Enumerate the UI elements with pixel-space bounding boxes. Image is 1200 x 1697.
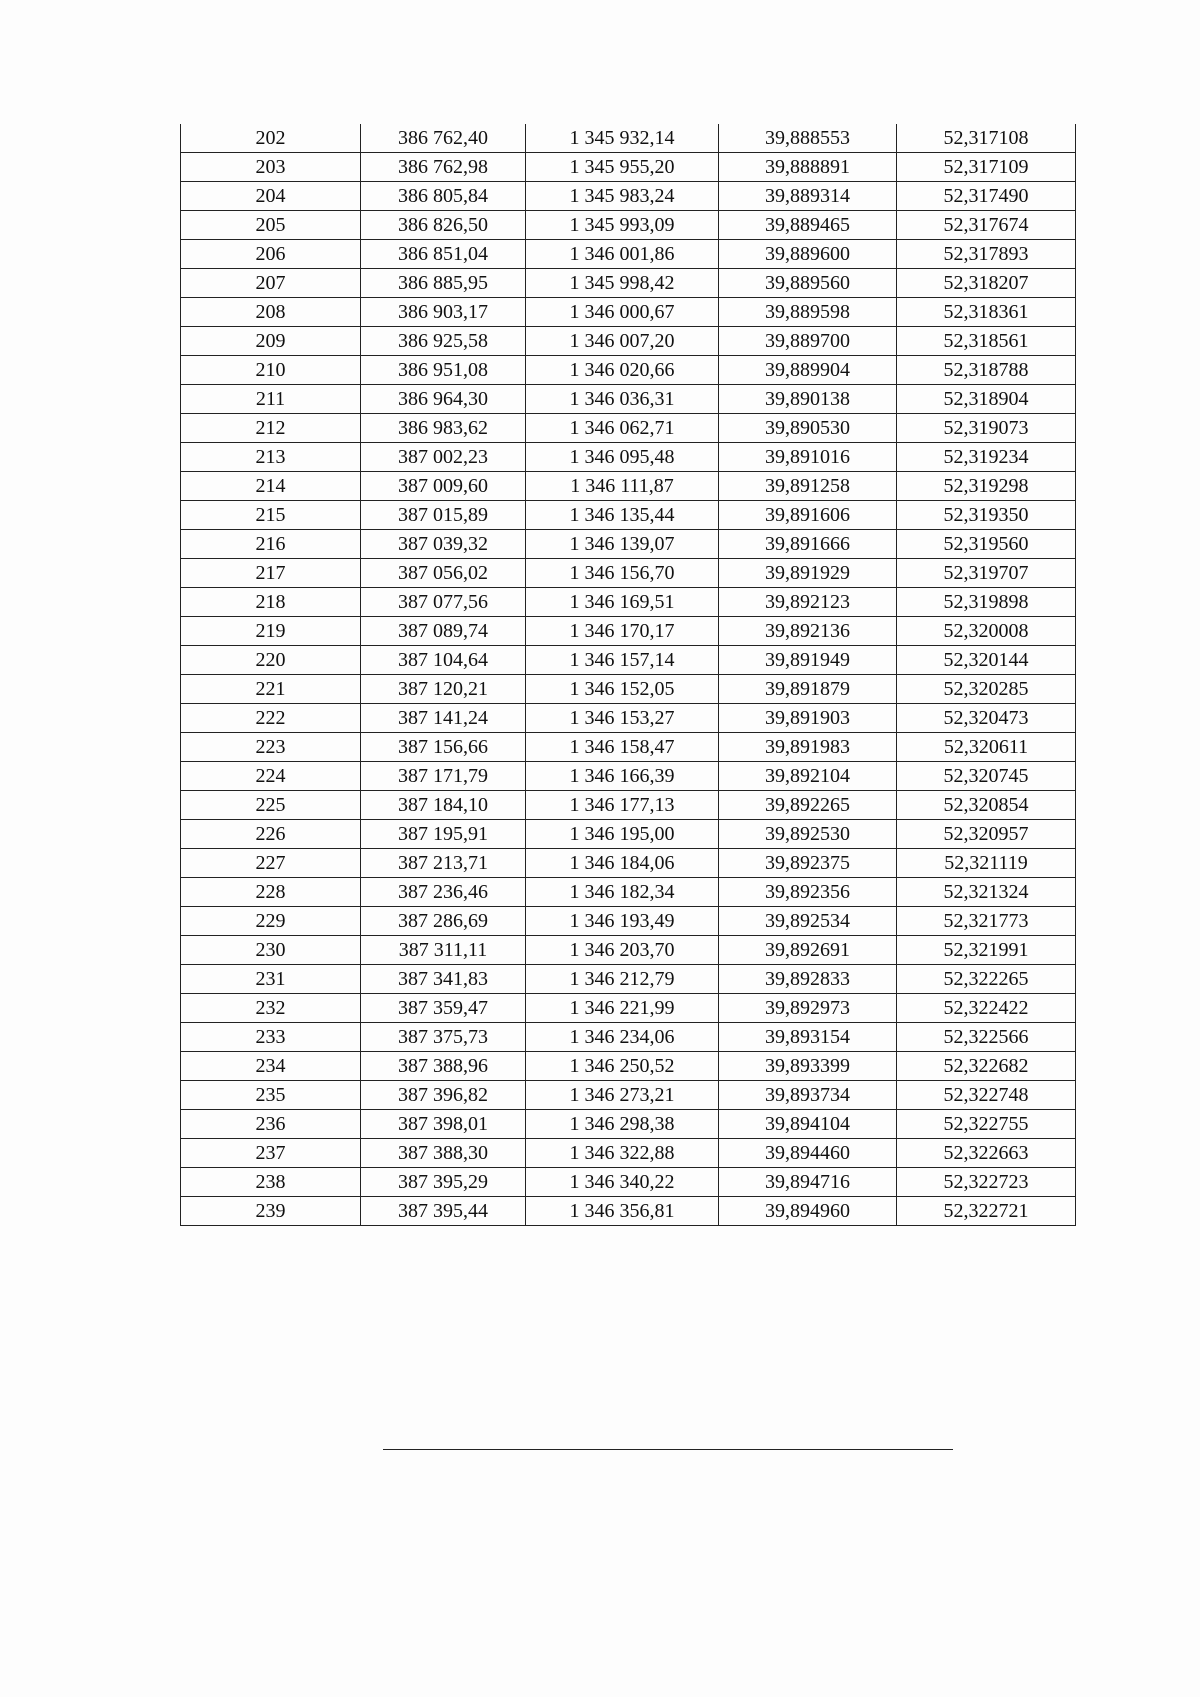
table-row <box>181 704 1076 733</box>
x-coordinate-cell: 386 805,84 <box>361 182 526 211</box>
y-coordinate-cell: 1 346 203,70 <box>526 936 719 965</box>
longitude-cell: 39,891016 <box>719 443 897 472</box>
latitude-cell: 52,317108 <box>897 124 1076 153</box>
latitude-cell: 52,320854 <box>897 791 1076 820</box>
latitude-cell: 52,321991 <box>897 936 1076 965</box>
longitude-cell: 39,892123 <box>719 588 897 617</box>
point-number-cell: 208 <box>181 298 361 327</box>
table-row <box>181 820 1076 849</box>
point-number-cell: 213 <box>181 443 361 472</box>
longitude-cell: 39,892375 <box>719 849 897 878</box>
longitude-cell: 39,892534 <box>719 907 897 936</box>
coordinates-table <box>180 124 1076 1226</box>
latitude-cell: 52,317109 <box>897 153 1076 182</box>
x-coordinate-cell: 386 826,50 <box>361 211 526 240</box>
table-row <box>181 936 1076 965</box>
latitude-cell: 52,322265 <box>897 965 1076 994</box>
latitude-cell: 52,320611 <box>897 733 1076 762</box>
point-number-cell: 205 <box>181 211 361 240</box>
table-row <box>181 182 1076 211</box>
x-coordinate-cell: 387 286,69 <box>361 907 526 936</box>
y-coordinate-cell: 1 346 234,06 <box>526 1023 719 1052</box>
point-number-cell: 223 <box>181 733 361 762</box>
table-row <box>181 1139 1076 1168</box>
y-coordinate-cell: 1 345 983,24 <box>526 182 719 211</box>
y-coordinate-cell: 1 346 153,27 <box>526 704 719 733</box>
table-row <box>181 646 1076 675</box>
coordinates-table-body <box>181 124 1076 1226</box>
y-coordinate-cell: 1 346 340,22 <box>526 1168 719 1197</box>
longitude-cell: 39,891666 <box>719 530 897 559</box>
x-coordinate-cell: 386 983,62 <box>361 414 526 443</box>
longitude-cell: 39,889904 <box>719 356 897 385</box>
longitude-cell: 39,892530 <box>719 820 897 849</box>
latitude-cell: 52,317893 <box>897 240 1076 269</box>
latitude-cell: 52,322682 <box>897 1052 1076 1081</box>
table-row <box>181 414 1076 443</box>
table-row <box>181 1110 1076 1139</box>
table-row <box>181 530 1076 559</box>
latitude-cell: 52,318904 <box>897 385 1076 414</box>
x-coordinate-cell: 386 925,58 <box>361 327 526 356</box>
latitude-cell: 52,318207 <box>897 269 1076 298</box>
table-row <box>181 1168 1076 1197</box>
longitude-cell: 39,891258 <box>719 472 897 501</box>
longitude-cell: 39,892691 <box>719 936 897 965</box>
y-coordinate-cell: 1 346 177,13 <box>526 791 719 820</box>
longitude-cell: 39,891949 <box>719 646 897 675</box>
point-number-cell: 230 <box>181 936 361 965</box>
y-coordinate-cell: 1 345 932,14 <box>526 124 719 153</box>
x-coordinate-cell: 387 077,56 <box>361 588 526 617</box>
y-coordinate-cell: 1 346 166,39 <box>526 762 719 791</box>
x-coordinate-cell: 387 056,02 <box>361 559 526 588</box>
table-row <box>181 269 1076 298</box>
x-coordinate-cell: 387 311,11 <box>361 936 526 965</box>
table-row <box>181 559 1076 588</box>
table-row <box>181 907 1076 936</box>
x-coordinate-cell: 387 236,46 <box>361 878 526 907</box>
longitude-cell: 39,891929 <box>719 559 897 588</box>
point-number-cell: 226 <box>181 820 361 849</box>
x-coordinate-cell: 387 395,44 <box>361 1197 526 1226</box>
x-coordinate-cell: 387 120,21 <box>361 675 526 704</box>
latitude-cell: 52,321119 <box>897 849 1076 878</box>
latitude-cell: 52,322566 <box>897 1023 1076 1052</box>
x-coordinate-cell: 387 341,83 <box>361 965 526 994</box>
table-row <box>181 733 1076 762</box>
table-row <box>181 153 1076 182</box>
latitude-cell: 52,320008 <box>897 617 1076 646</box>
x-coordinate-cell: 386 851,04 <box>361 240 526 269</box>
latitude-cell: 52,317674 <box>897 211 1076 240</box>
y-coordinate-cell: 1 346 193,49 <box>526 907 719 936</box>
y-coordinate-cell: 1 346 095,48 <box>526 443 719 472</box>
latitude-cell: 52,319898 <box>897 588 1076 617</box>
point-number-cell: 239 <box>181 1197 361 1226</box>
point-number-cell: 215 <box>181 501 361 530</box>
point-number-cell: 214 <box>181 472 361 501</box>
x-coordinate-cell: 387 171,79 <box>361 762 526 791</box>
y-coordinate-cell: 1 346 273,21 <box>526 1081 719 1110</box>
table-row <box>181 617 1076 646</box>
longitude-cell: 39,891983 <box>719 733 897 762</box>
point-number-cell: 207 <box>181 269 361 298</box>
point-number-cell: 229 <box>181 907 361 936</box>
x-coordinate-cell: 386 903,17 <box>361 298 526 327</box>
y-coordinate-cell: 1 346 298,38 <box>526 1110 719 1139</box>
longitude-cell: 39,889314 <box>719 182 897 211</box>
y-coordinate-cell: 1 346 322,88 <box>526 1139 719 1168</box>
y-coordinate-cell: 1 346 062,71 <box>526 414 719 443</box>
longitude-cell: 39,889560 <box>719 269 897 298</box>
table-row <box>181 211 1076 240</box>
footer-divider-line <box>383 1449 953 1450</box>
latitude-cell: 52,318361 <box>897 298 1076 327</box>
longitude-cell: 39,889600 <box>719 240 897 269</box>
x-coordinate-cell: 387 388,96 <box>361 1052 526 1081</box>
point-number-cell: 221 <box>181 675 361 704</box>
longitude-cell: 39,889598 <box>719 298 897 327</box>
point-number-cell: 225 <box>181 791 361 820</box>
table-row <box>181 675 1076 704</box>
latitude-cell: 52,317490 <box>897 182 1076 211</box>
y-coordinate-cell: 1 346 250,52 <box>526 1052 719 1081</box>
longitude-cell: 39,892265 <box>719 791 897 820</box>
x-coordinate-cell: 387 015,89 <box>361 501 526 530</box>
longitude-cell: 39,894460 <box>719 1139 897 1168</box>
x-coordinate-cell: 387 395,29 <box>361 1168 526 1197</box>
x-coordinate-cell: 387 375,73 <box>361 1023 526 1052</box>
x-coordinate-cell: 387 213,71 <box>361 849 526 878</box>
point-number-cell: 218 <box>181 588 361 617</box>
x-coordinate-cell: 387 002,23 <box>361 443 526 472</box>
x-coordinate-cell: 387 388,30 <box>361 1139 526 1168</box>
latitude-cell: 52,321324 <box>897 878 1076 907</box>
x-coordinate-cell: 387 156,66 <box>361 733 526 762</box>
y-coordinate-cell: 1 346 169,51 <box>526 588 719 617</box>
point-number-cell: 211 <box>181 385 361 414</box>
longitude-cell: 39,889465 <box>719 211 897 240</box>
point-number-cell: 238 <box>181 1168 361 1197</box>
longitude-cell: 39,891606 <box>719 501 897 530</box>
latitude-cell: 52,320144 <box>897 646 1076 675</box>
longitude-cell: 39,888553 <box>719 124 897 153</box>
y-coordinate-cell: 1 346 182,34 <box>526 878 719 907</box>
table-row <box>181 1023 1076 1052</box>
latitude-cell: 52,322663 <box>897 1139 1076 1168</box>
x-coordinate-cell: 387 396,82 <box>361 1081 526 1110</box>
point-number-cell: 228 <box>181 878 361 907</box>
y-coordinate-cell: 1 346 111,87 <box>526 472 719 501</box>
y-coordinate-cell: 1 346 221,99 <box>526 994 719 1023</box>
point-number-cell: 232 <box>181 994 361 1023</box>
point-number-cell: 237 <box>181 1139 361 1168</box>
point-number-cell: 233 <box>181 1023 361 1052</box>
point-number-cell: 203 <box>181 153 361 182</box>
latitude-cell: 52,319707 <box>897 559 1076 588</box>
point-number-cell: 212 <box>181 414 361 443</box>
longitude-cell: 39,894104 <box>719 1110 897 1139</box>
longitude-cell: 39,893154 <box>719 1023 897 1052</box>
table-row <box>181 327 1076 356</box>
table-row <box>181 791 1076 820</box>
point-number-cell: 227 <box>181 849 361 878</box>
longitude-cell: 39,888891 <box>719 153 897 182</box>
point-number-cell: 220 <box>181 646 361 675</box>
table-row <box>181 1081 1076 1110</box>
longitude-cell: 39,893399 <box>719 1052 897 1081</box>
x-coordinate-cell: 387 089,74 <box>361 617 526 646</box>
y-coordinate-cell: 1 346 000,67 <box>526 298 719 327</box>
latitude-cell: 52,318788 <box>897 356 1076 385</box>
x-coordinate-cell: 386 762,98 <box>361 153 526 182</box>
latitude-cell: 52,319560 <box>897 530 1076 559</box>
point-number-cell: 210 <box>181 356 361 385</box>
y-coordinate-cell: 1 346 356,81 <box>526 1197 719 1226</box>
table-row <box>181 443 1076 472</box>
x-coordinate-cell: 386 885,95 <box>361 269 526 298</box>
longitude-cell: 39,892104 <box>719 762 897 791</box>
table-row <box>181 501 1076 530</box>
table-row <box>181 762 1076 791</box>
longitude-cell: 39,891879 <box>719 675 897 704</box>
table-row <box>181 849 1076 878</box>
y-coordinate-cell: 1 346 212,79 <box>526 965 719 994</box>
longitude-cell: 39,892136 <box>719 617 897 646</box>
latitude-cell: 52,319073 <box>897 414 1076 443</box>
table-row <box>181 1197 1076 1226</box>
point-number-cell: 234 <box>181 1052 361 1081</box>
y-coordinate-cell: 1 346 156,70 <box>526 559 719 588</box>
longitude-cell: 39,892356 <box>719 878 897 907</box>
y-coordinate-cell: 1 345 998,42 <box>526 269 719 298</box>
x-coordinate-cell: 387 195,91 <box>361 820 526 849</box>
table-row <box>181 965 1076 994</box>
y-coordinate-cell: 1 346 152,05 <box>526 675 719 704</box>
longitude-cell: 39,890530 <box>719 414 897 443</box>
longitude-cell: 39,893734 <box>719 1081 897 1110</box>
y-coordinate-cell: 1 346 036,31 <box>526 385 719 414</box>
x-coordinate-cell: 386 951,08 <box>361 356 526 385</box>
point-number-cell: 202 <box>181 124 361 153</box>
latitude-cell: 52,322748 <box>897 1081 1076 1110</box>
table-row <box>181 878 1076 907</box>
longitude-cell: 39,889700 <box>719 327 897 356</box>
longitude-cell: 39,894960 <box>719 1197 897 1226</box>
x-coordinate-cell: 387 398,01 <box>361 1110 526 1139</box>
latitude-cell: 52,322721 <box>897 1197 1076 1226</box>
x-coordinate-cell: 387 104,64 <box>361 646 526 675</box>
latitude-cell: 52,322422 <box>897 994 1076 1023</box>
x-coordinate-cell: 387 184,10 <box>361 791 526 820</box>
table-row <box>181 385 1076 414</box>
point-number-cell: 216 <box>181 530 361 559</box>
y-coordinate-cell: 1 346 157,14 <box>526 646 719 675</box>
point-number-cell: 222 <box>181 704 361 733</box>
x-coordinate-cell: 387 141,24 <box>361 704 526 733</box>
longitude-cell: 39,892973 <box>719 994 897 1023</box>
y-coordinate-cell: 1 345 993,09 <box>526 211 719 240</box>
point-number-cell: 235 <box>181 1081 361 1110</box>
x-coordinate-cell: 387 359,47 <box>361 994 526 1023</box>
point-number-cell: 219 <box>181 617 361 646</box>
y-coordinate-cell: 1 346 184,06 <box>526 849 719 878</box>
latitude-cell: 52,319298 <box>897 472 1076 501</box>
longitude-cell: 39,890138 <box>719 385 897 414</box>
point-number-cell: 209 <box>181 327 361 356</box>
y-coordinate-cell: 1 346 139,07 <box>526 530 719 559</box>
table-row <box>181 1052 1076 1081</box>
y-coordinate-cell: 1 346 001,86 <box>526 240 719 269</box>
longitude-cell: 39,894716 <box>719 1168 897 1197</box>
latitude-cell: 52,320473 <box>897 704 1076 733</box>
latitude-cell: 52,320285 <box>897 675 1076 704</box>
point-number-cell: 224 <box>181 762 361 791</box>
y-coordinate-cell: 1 346 158,47 <box>526 733 719 762</box>
latitude-cell: 52,319234 <box>897 443 1076 472</box>
point-number-cell: 206 <box>181 240 361 269</box>
latitude-cell: 52,320957 <box>897 820 1076 849</box>
y-coordinate-cell: 1 345 955,20 <box>526 153 719 182</box>
latitude-cell: 52,320745 <box>897 762 1076 791</box>
y-coordinate-cell: 1 346 007,20 <box>526 327 719 356</box>
table-row <box>181 356 1076 385</box>
y-coordinate-cell: 1 346 195,00 <box>526 820 719 849</box>
x-coordinate-cell: 387 009,60 <box>361 472 526 501</box>
point-number-cell: 236 <box>181 1110 361 1139</box>
x-coordinate-cell: 387 039,32 <box>361 530 526 559</box>
longitude-cell: 39,892833 <box>719 965 897 994</box>
table-row <box>181 994 1076 1023</box>
latitude-cell: 52,321773 <box>897 907 1076 936</box>
x-coordinate-cell: 386 762,40 <box>361 124 526 153</box>
point-number-cell: 217 <box>181 559 361 588</box>
longitude-cell: 39,891903 <box>719 704 897 733</box>
x-coordinate-cell: 386 964,30 <box>361 385 526 414</box>
table-row <box>181 298 1076 327</box>
latitude-cell: 52,322755 <box>897 1110 1076 1139</box>
table-row <box>181 240 1076 269</box>
table-row <box>181 588 1076 617</box>
y-coordinate-cell: 1 346 020,66 <box>526 356 719 385</box>
latitude-cell: 52,322723 <box>897 1168 1076 1197</box>
table-row <box>181 472 1076 501</box>
point-number-cell: 231 <box>181 965 361 994</box>
point-number-cell: 204 <box>181 182 361 211</box>
table-row <box>181 124 1076 153</box>
latitude-cell: 52,319350 <box>897 501 1076 530</box>
y-coordinate-cell: 1 346 170,17 <box>526 617 719 646</box>
latitude-cell: 52,318561 <box>897 327 1076 356</box>
y-coordinate-cell: 1 346 135,44 <box>526 501 719 530</box>
